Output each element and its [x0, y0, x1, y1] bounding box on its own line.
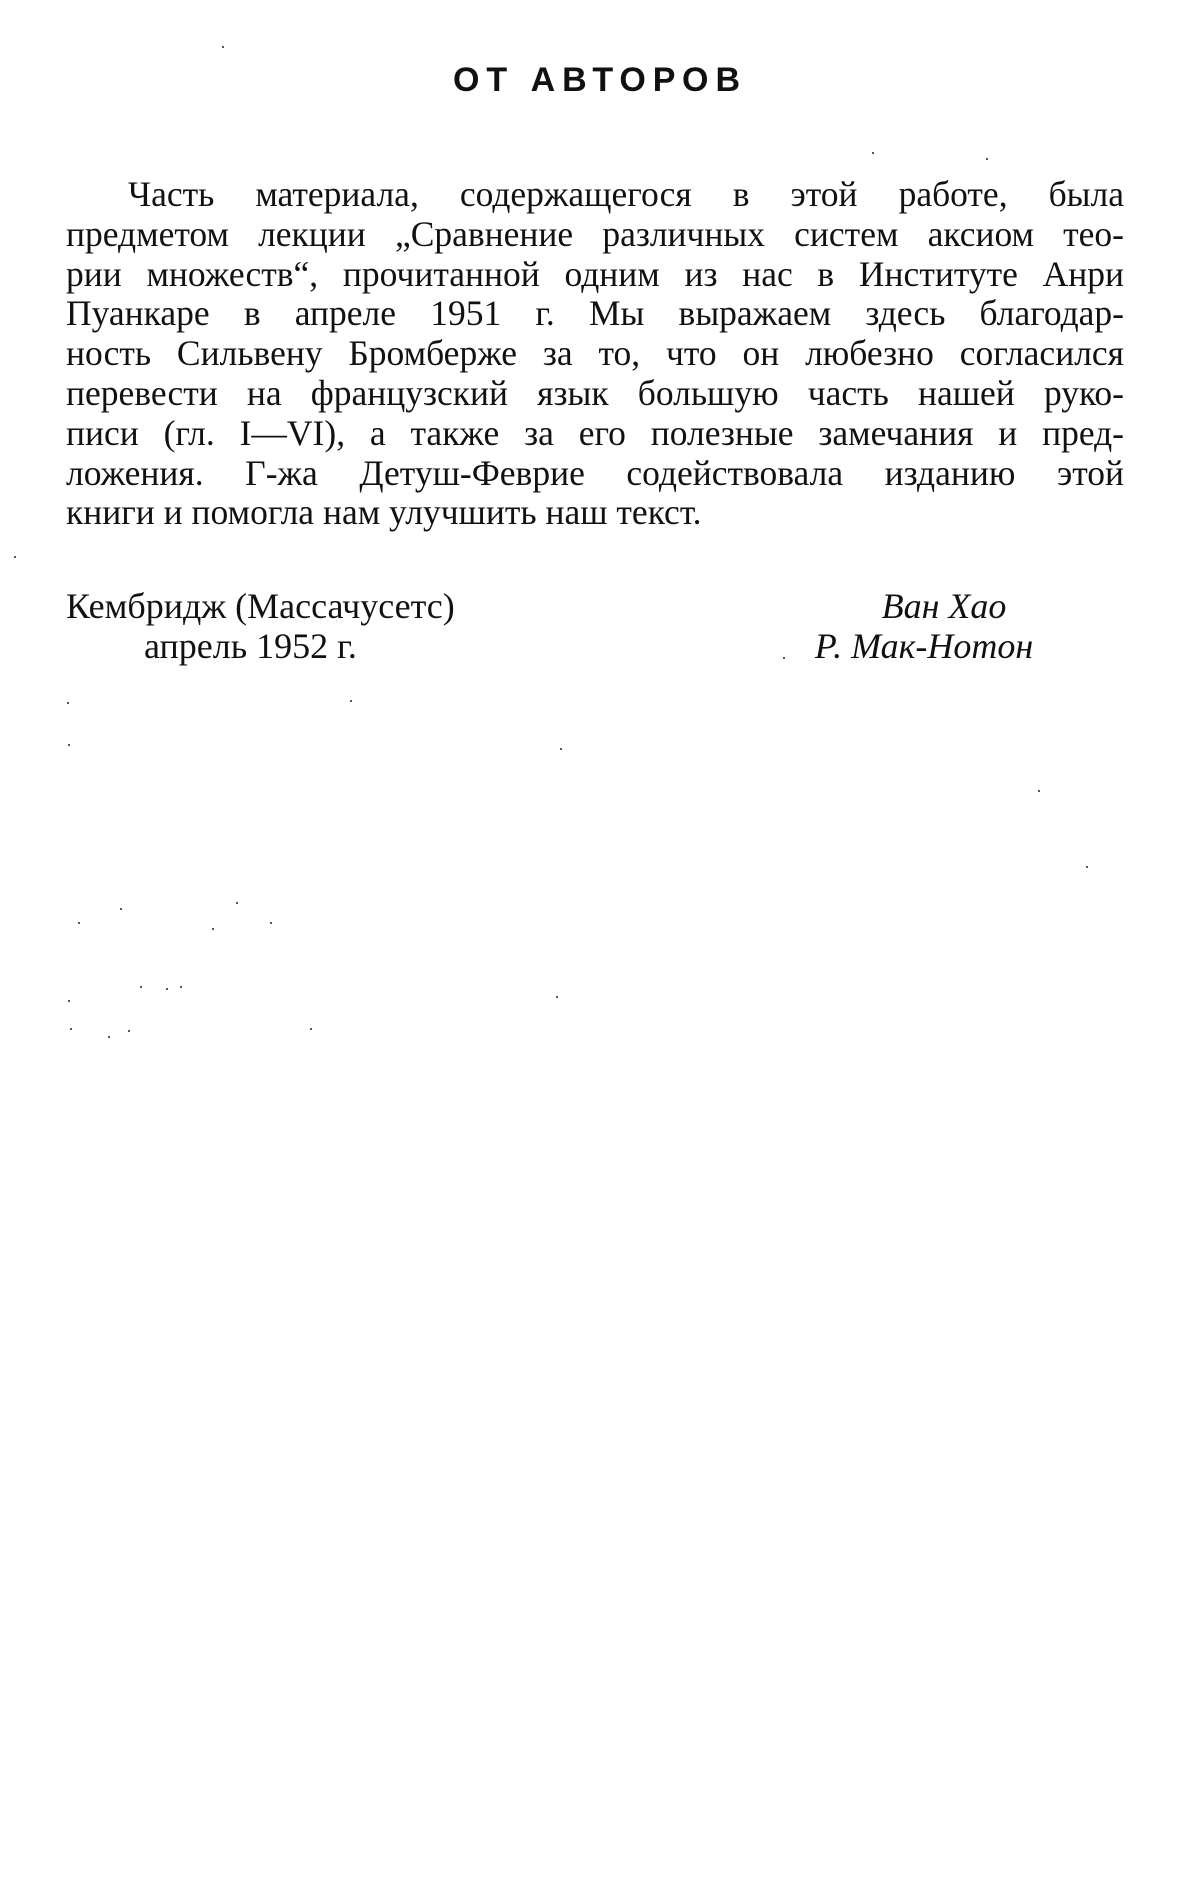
paragraph-line: писи (гл. I—VI), а также за его полезные замечания и пред-: [66, 412, 1124, 453]
scan-speck: [70, 1028, 72, 1030]
signature-date: апрель 1952 г.: [144, 626, 357, 666]
signature-place: Кембридж (Массачусетс): [66, 586, 455, 626]
paragraph-line: Пуанкаре в апреле 1951 г. Мы выражаем здесь благодар-: [66, 293, 1124, 334]
scan-speck: [222, 46, 224, 48]
scan-speck: [68, 744, 70, 746]
scan-speck: [872, 152, 874, 154]
scan-speck: [236, 902, 238, 904]
scan-speck: [212, 928, 214, 930]
paragraph-line: книги и помогла нам улучшить наш текст.: [66, 492, 702, 533]
page-heading: ОТ АВТОРОВ: [452, 61, 748, 99]
scan-speck: [68, 1000, 70, 1002]
scan-speck: [180, 986, 182, 988]
scan-speck: [350, 700, 352, 702]
paragraph-line: Часть материала, содержащегося в этой работе, была: [128, 174, 1124, 214]
preface-paragraph: [66, 175, 1124, 533]
scan-speck: [128, 1030, 130, 1032]
scan-speck: [556, 996, 558, 998]
author-name: Ван Хао: [881, 586, 1007, 626]
scan-speck: [78, 922, 80, 924]
paragraph-line: ность Сильвену Бромберже за то, что он любезно согласился: [66, 333, 1124, 374]
scan-speck: [67, 702, 69, 704]
scan-speck: [14, 556, 16, 558]
paragraph-line: предметом лекции „Сравнение различных систем аксиом тео-: [66, 213, 1124, 254]
scan-speck: [140, 986, 142, 988]
scan-speck: [1038, 790, 1040, 792]
scan-speck: [1086, 866, 1088, 868]
scan-speck: [166, 988, 168, 990]
scan-speck: [270, 922, 272, 924]
scan-speck: [310, 1028, 312, 1030]
scan-speck: [783, 657, 785, 659]
paragraph-line: рии множеств“, прочитанной одним из нас в Институте Анри: [66, 253, 1124, 294]
scan-speck: [108, 1036, 110, 1038]
signature-authors: [724, 586, 1124, 666]
paragraph-line: перевести на французский язык большую часть нашей руко-: [66, 372, 1124, 413]
author-name: Р. Мак-Нотон: [814, 626, 1034, 666]
scan-speck: [560, 748, 562, 750]
scan-speck: [120, 908, 122, 910]
scan-speck: [986, 158, 988, 160]
paragraph-line: ложения. Г-жа Детуш-Февриe содействовала изданию этой: [66, 452, 1124, 493]
